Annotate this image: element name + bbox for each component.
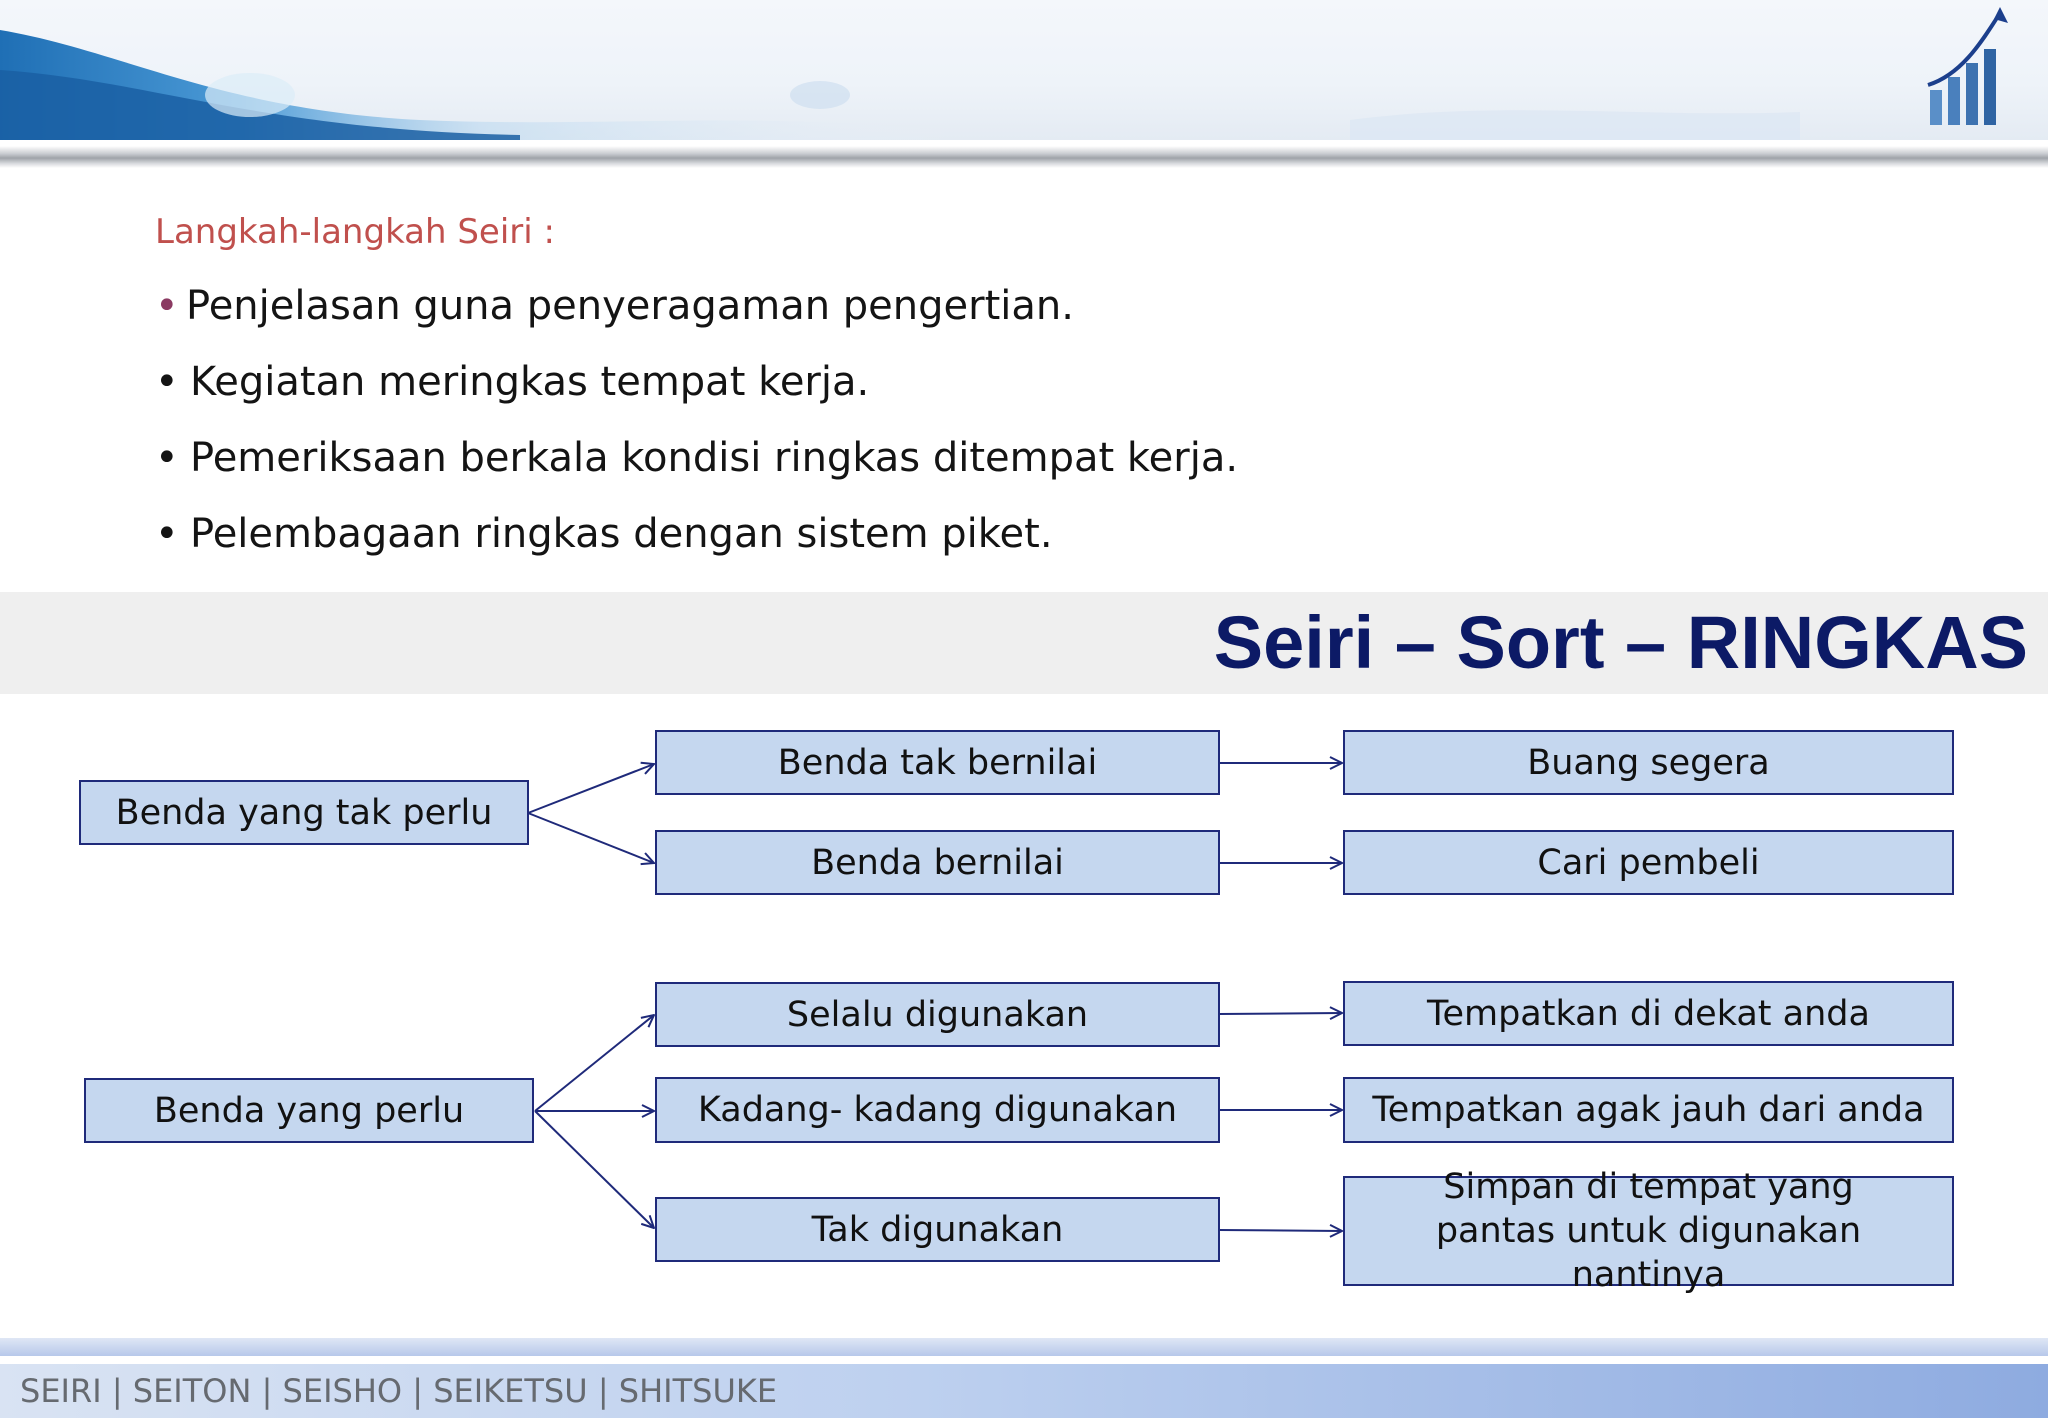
arrow — [528, 813, 654, 863]
bullet-icon: • — [155, 511, 179, 557]
arrow — [1219, 1013, 1342, 1014]
bullet-icon: • — [155, 359, 179, 405]
source-box-needed: Benda yang perlu — [84, 1078, 534, 1143]
arrow — [528, 764, 654, 813]
action-box: Simpan di tempat yang pantas untuk digunakan nantinya — [1343, 1176, 1954, 1286]
bullet-icon: • — [155, 283, 179, 329]
action-box: Tempatkan agak jauh dari anda — [1343, 1077, 1954, 1143]
footer-text: SEIRI | SEITON | SEISHO | SEIKETSU | SHITSUKE — [20, 1372, 778, 1410]
category-box: Kadang- kadang digunakan — [655, 1077, 1220, 1143]
list-item: • Kegiatan meringkas tempat kerja. — [155, 354, 1238, 430]
list-item: • Pelembagaan ringkas dengan sistem piket. — [155, 506, 1238, 582]
list-item: • Pemeriksaan berkala kondisi ringkas ditempat kerja. — [155, 430, 1238, 506]
category-box: Tak digunakan — [655, 1197, 1220, 1262]
steps-heading: Langkah-langkah Seiri : — [155, 212, 555, 252]
action-box: Cari pembeli — [1343, 830, 1954, 895]
footer-divider — [0, 1338, 2048, 1356]
arrow — [535, 1015, 654, 1111]
arrow — [535, 1111, 654, 1228]
category-box: Selalu digunakan — [655, 982, 1220, 1047]
bullet-icon: • — [155, 435, 179, 481]
category-box: Benda tak bernilai — [655, 730, 1220, 795]
source-box-unneeded: Benda yang tak perlu — [79, 780, 529, 845]
list-item: • Penjelasan guna penyeragaman pengertian. — [155, 278, 1238, 354]
category-box: Benda bernilai — [655, 830, 1220, 895]
action-box: Buang segera — [1343, 730, 1954, 795]
action-box: Tempatkan di dekat anda — [1343, 981, 1954, 1046]
arrow — [1219, 1230, 1342, 1231]
slide-title: Seiri – Sort – RINGKAS — [1213, 601, 2028, 684]
